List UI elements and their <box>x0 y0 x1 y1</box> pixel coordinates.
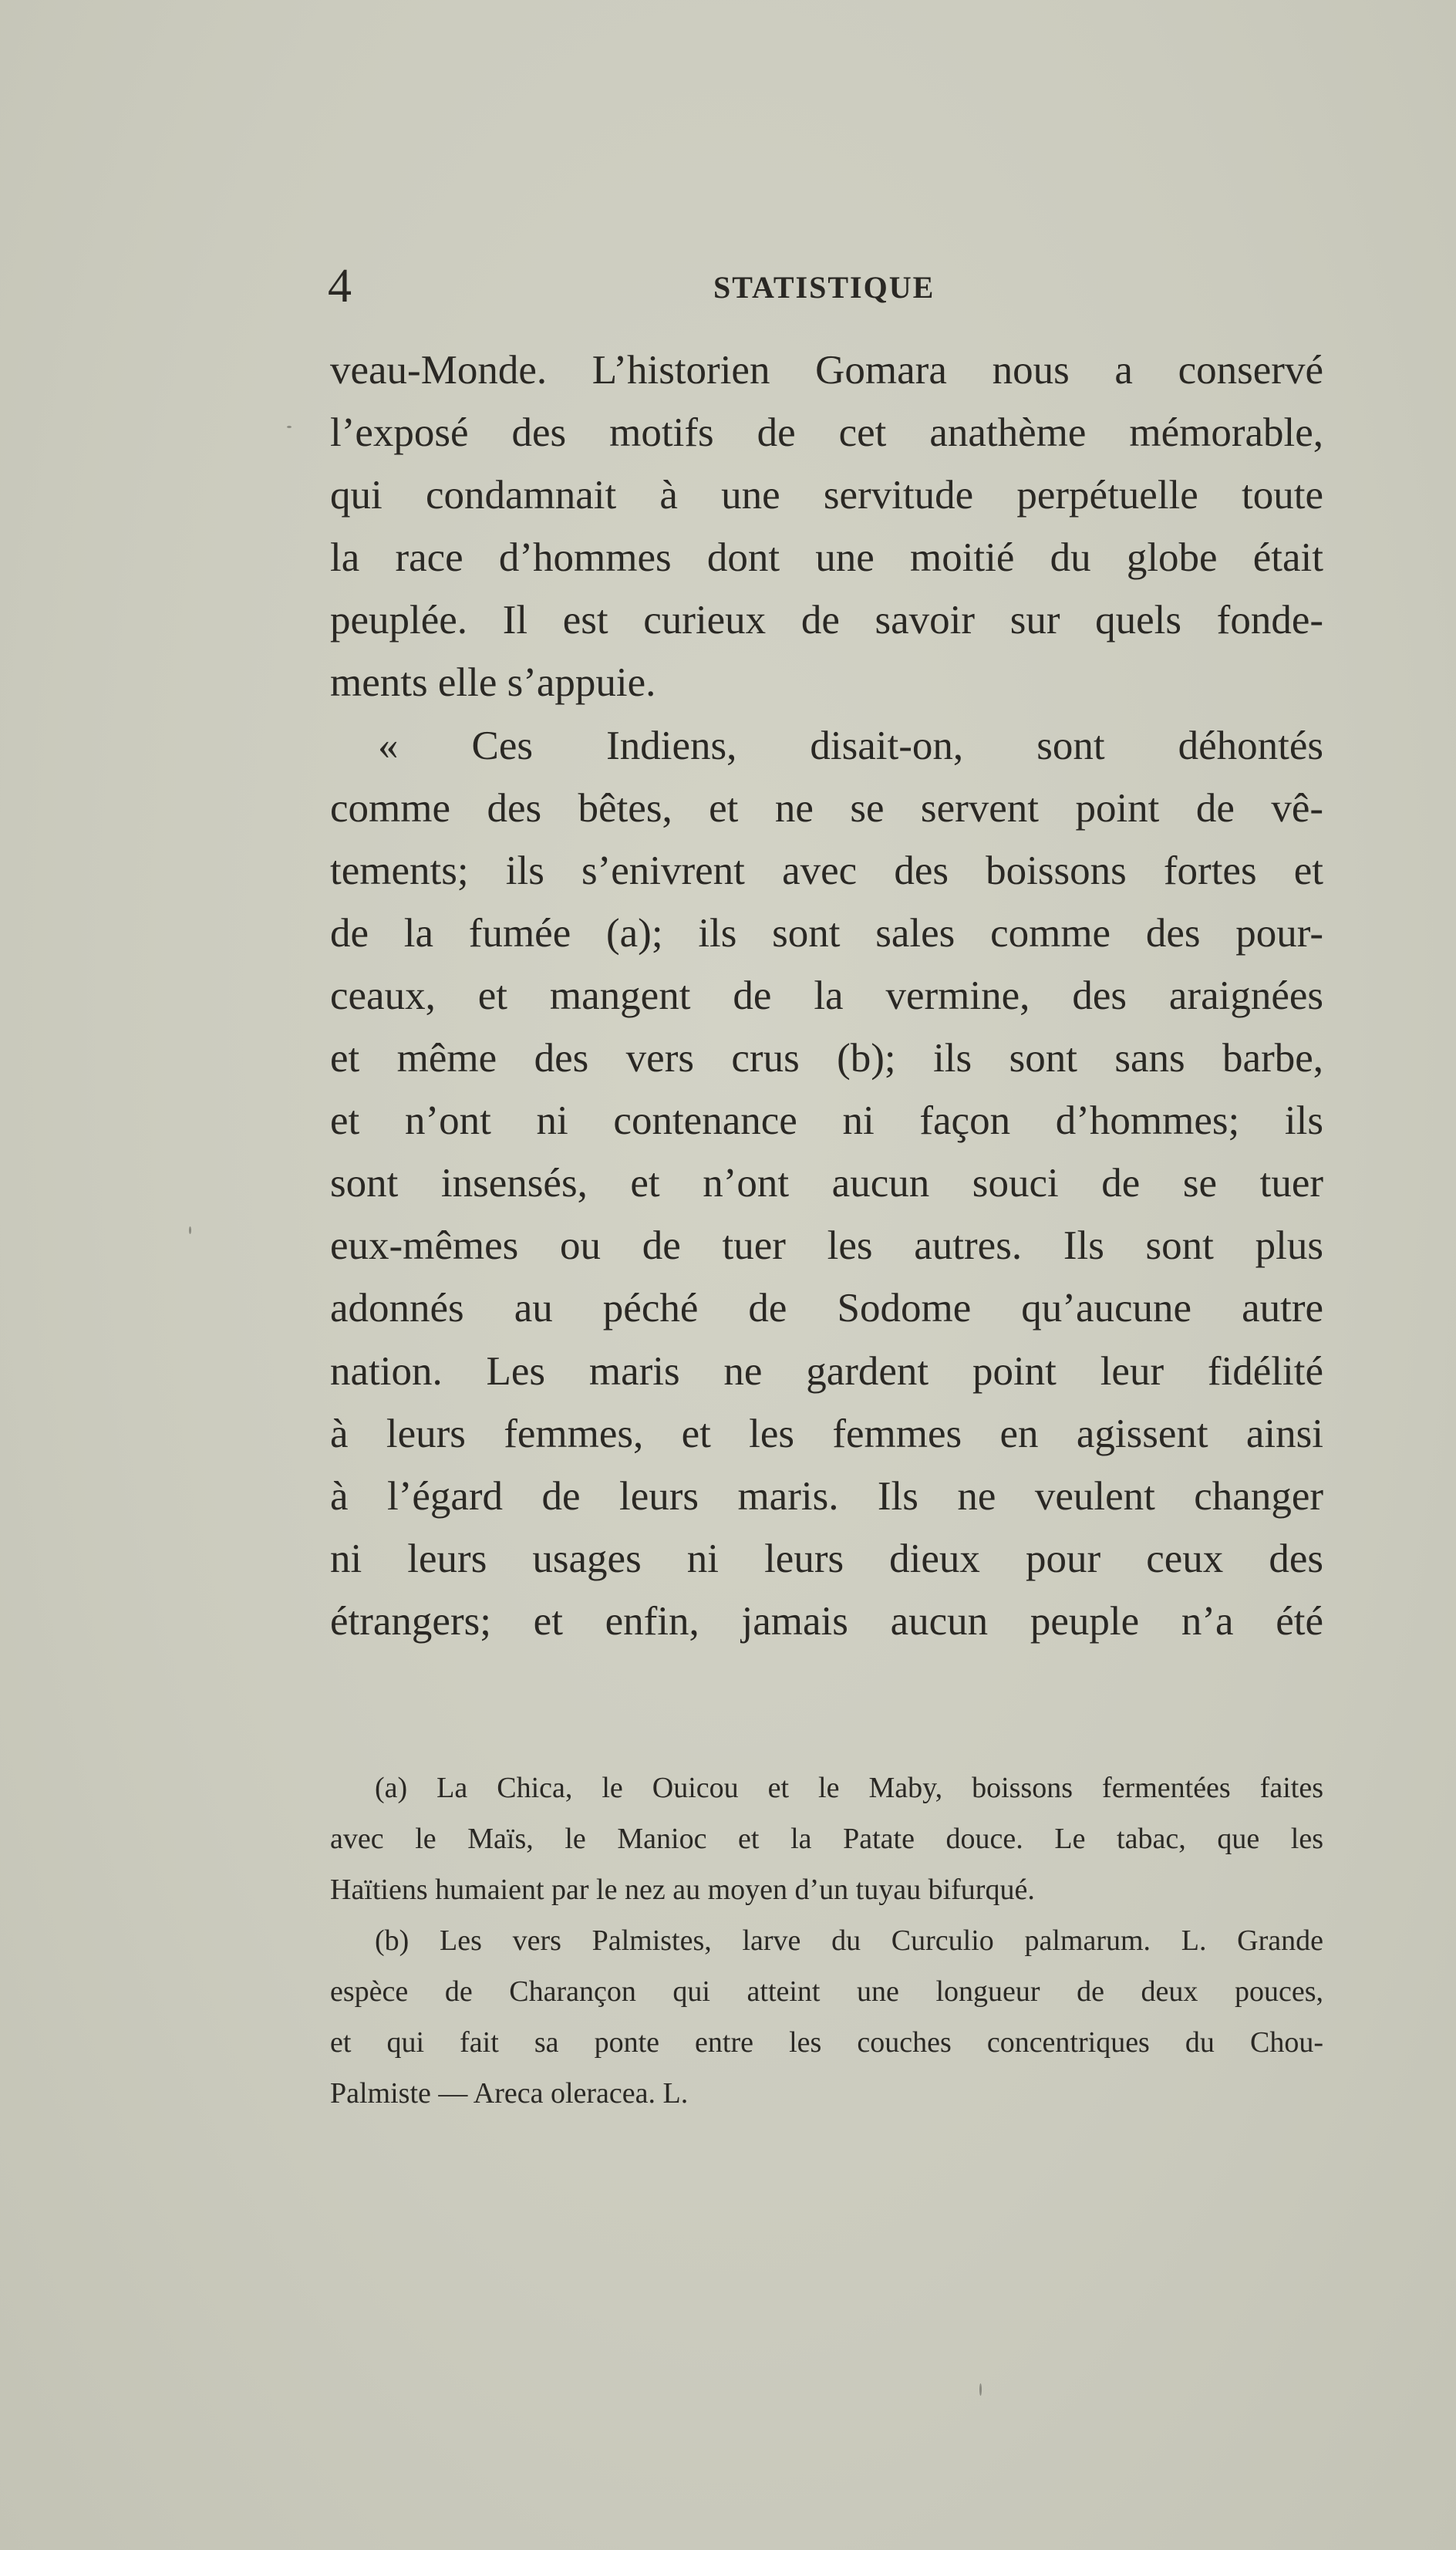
footnote-b-line: et qui fait sa ponte entre les couches concentriques du Chou- <box>330 2026 1323 2059</box>
text-line: la race d’hommes dont une moitié du globe était <box>330 535 1323 581</box>
text-line: et même des vers crus (b); ils sont sans barbe, <box>330 1036 1323 1081</box>
text-line: nation. Les maris ne gardent point leur fidélité <box>330 1348 1323 1394</box>
paper-speck <box>287 426 292 428</box>
text-line: ceaux, et mangent de la vermine, des araignées <box>330 973 1323 1018</box>
text-line: qui condamnait à une servitude perpétuelle toute <box>330 473 1323 518</box>
text-line: peuplée. Il est curieux de savoir sur quels fonde- <box>330 598 1323 643</box>
text-line: tements; ils s’enivrent avec des boissons fortes et <box>330 848 1323 893</box>
page-number: 4 <box>328 260 352 312</box>
text-line: ni leurs usages ni leurs dieux pour ceux des <box>330 1536 1323 1581</box>
paper-speck <box>189 1226 191 1234</box>
footnote-b-line: Palmiste — Areca oleracea. L. <box>330 2077 689 2110</box>
text-line: veau-Monde. L’historien Gomara nous a conservé <box>330 348 1323 393</box>
text-line: et n’ont ni contenance ni façon d’hommes; ils <box>330 1098 1323 1144</box>
running-head: STATISTIQUE <box>713 270 935 305</box>
footnote-b-line: espèce de Charançon qui atteint une longueur de deux pouces, <box>330 1975 1323 2008</box>
text-line: eux-mêmes ou de tuer les autres. Ils sont plus <box>330 1223 1323 1269</box>
text-line: à l’égard de leurs maris. Ils ne veulent changer <box>330 1473 1323 1519</box>
text-line: de la fumée (a); ils sont sales comme des pour- <box>330 910 1323 956</box>
body-text <box>330 339 1323 1653</box>
footnote-a-line: (a) La Chica, le Ouicou et le Maby, boissons fermentées faites <box>375 1772 1323 1804</box>
text-line: à leurs femmes, et les femmes en agissent ainsi <box>330 1411 1323 1456</box>
text-line: comme des bêtes, et ne se servent point de vê- <box>330 785 1323 831</box>
text-line: ments elle s’appuie. <box>330 660 656 706</box>
text-line: l’exposé des motifs de cet anathème mémorable, <box>330 410 1323 456</box>
text-line: adonnés au péché de Sodome qu’aucune autre <box>330 1286 1323 1331</box>
footnote-a-line: avec le Maïs, le Manioc et la Patate douce. Le tabac, que les <box>330 1823 1323 1855</box>
page-header <box>328 259 1330 313</box>
text-line: étrangers; et enfin, jamais aucun peuple n’a été <box>330 1598 1323 1644</box>
paper-speck <box>979 2383 982 2396</box>
text-line: « Ces Indiens, disait-on, sont déhontés <box>378 723 1323 768</box>
text-line: sont insensés, et n’ont aucun souci de se tuer <box>330 1161 1323 1206</box>
footnotes <box>330 1762 1323 2119</box>
footnote-b-line: (b) Les vers Palmistes, larve du Curculio palmarum. L. Grande <box>375 1924 1323 1957</box>
footnote-a-line: Haïtiens humaient par le nez au moyen d’un tuyau bifurqué. <box>330 1874 1035 1906</box>
